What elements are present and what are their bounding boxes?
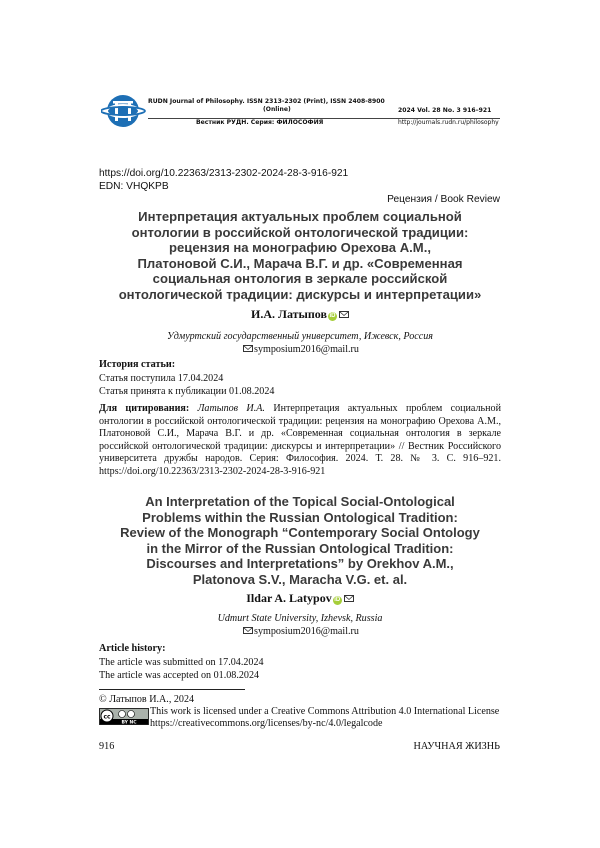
journal-series: Вестник РУДН. Серия: ФИЛОСОФИЯ: [196, 119, 324, 126]
cc-badge-top: cc: [103, 713, 111, 721]
email-icon: [243, 627, 253, 634]
affiliation-ru: Удмуртский государственный университет, Ижевск, Россия symposium2016@mail.ru: [167, 331, 433, 355]
rubric: Рецензия / Book Review: [387, 194, 500, 205]
history-line-en: The article was submitted on 17.04.2024: [99, 657, 264, 668]
history-title-ru: История статьи:: [99, 359, 176, 370]
journal-logo: [101, 92, 147, 130]
article-title-ru: Интерпретация актуальных проблем социальной онтологии в российской онтологической традиции: рецензия на монографию Орехова А.М., Платоновой С.И., Марача В.Г. и др. «Современная социальная онтология в зеркале российской онтологической традиции: дискурсы и интерпретации»: [118, 209, 482, 302]
affiliation-en: Udmurt State University, Izhevsk, Russia symposium2016@mail.ru: [217, 613, 383, 637]
citation-block: [99, 403, 501, 478]
email-icon: [339, 311, 349, 318]
page-number: 916: [99, 741, 115, 752]
history-line-en: The article was accepted on 01.08.2024: [99, 670, 260, 681]
history-line-ru: Статья принята к публикации 01.08.2024: [99, 386, 275, 397]
author-email[interactable]: symposium2016@mail.ru: [254, 344, 359, 355]
edn: EDN: VHQKPB: [99, 180, 169, 192]
issue-info: 2024 Vol. 28 No. 3 916–921: [398, 107, 492, 114]
journal-url[interactable]: http://journals.rudn.ru/philosophy: [398, 119, 499, 126]
history-title-en: Article history:: [99, 643, 166, 654]
doi-block: [99, 168, 348, 193]
cc-license-icon[interactable]: [99, 708, 149, 725]
author-ru: И.А. Латыпов iD: [99, 307, 501, 322]
article-title-en: An Interpretation of the Topical Social-Ontological Problems within the Russian Ontological Tradition: Review of the Monograph “Contemporary Social Ontology in the Mirror of the Russian Ontological Tradition: Discourses and Interpretations” by Orekhov A.M., Platonova S.V., Maracha V.G. et. al.: [120, 494, 480, 587]
email-icon: [243, 345, 253, 352]
citation-text: Интерпретация актуальных проблем социальной онтологии в российской онтологической традиции: рецензия на монографию Орехова А.М., Платоновой С.И., Марача В.Г. и др. «Современная социальная онтология в зеркале российской онтологической традиции: дискурсы и интерпретации» // Вестник Российского университета дружбы народов. Серия: Философия. 2024. Т. 28. № 3. С. 916–921. https://doi.org/10.22363/2313-2302-2024-28-3-916-921: [99, 403, 501, 477]
doi-link[interactable]: https://doi.org/10.22363/2313-2302-2024-28-3-916-921: [99, 168, 349, 179]
copyright: © Латыпов И.А., 2024: [99, 694, 195, 705]
license-link[interactable]: https://creativecommons.org/licenses/by-nc/4.0/legalcode: [150, 717, 383, 729]
citation-label: Для цитирования:: [99, 403, 190, 414]
author-email[interactable]: symposium2016@mail.ru: [254, 626, 359, 637]
orcid-icon[interactable]: iD: [329, 313, 336, 319]
section-name: НАУЧНАЯ ЖИЗНЬ: [413, 741, 500, 752]
orcid-icon[interactable]: iD: [334, 597, 341, 603]
citation-author: Латыпов И.А.: [197, 403, 265, 414]
journal-name: RUDN Journal of Philosophy. ISSN 2313-2302 (Print), ISSN 2408-8900 (Online): [148, 98, 385, 113]
cc-badge-bottom: BY NC: [121, 720, 137, 725]
license-text: This work is licensed under a Creative Commons Attribution 4.0 International License https://creativecommons.org/licenses/by-nc/4.0/legalcode: [150, 706, 500, 729]
history-line-ru: Статья поступила 17.04.2024: [99, 373, 224, 384]
footnote-divider: [99, 689, 245, 690]
email-icon: [344, 595, 354, 602]
author-en: Ildar A. Latypov iD: [99, 591, 501, 606]
